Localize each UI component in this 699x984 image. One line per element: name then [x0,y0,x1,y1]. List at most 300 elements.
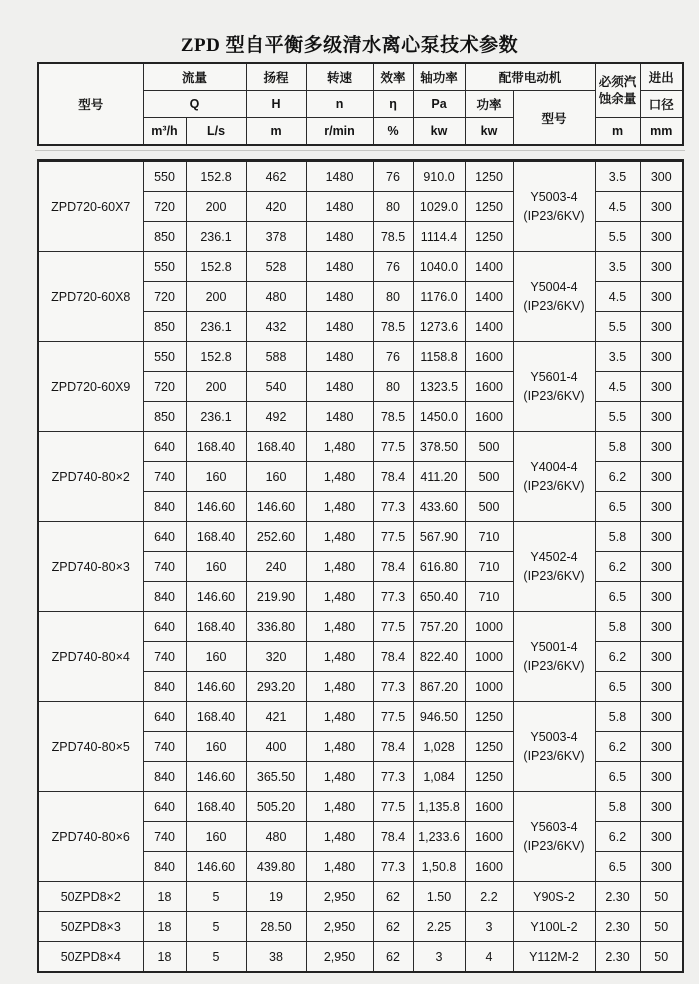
cell-flow-ls: 5 [186,882,246,912]
cell-diameter: 50 [640,942,683,973]
cell-npsh: 6.2 [595,642,640,672]
cell-flow-ls: 146.60 [186,492,246,522]
cell-flow-ls: 146.60 [186,672,246,702]
cell-flow-m3h: 840 [143,492,186,522]
header-head-unit: m [246,118,306,146]
cell-pump-model: ZPD720-60X7 [38,161,143,252]
cell-head: 160 [246,462,306,492]
header-motor-model: 型号 [513,91,595,146]
cell-diameter: 300 [640,372,683,402]
cell-efficiency: 77.3 [373,492,413,522]
cell-shaft-power: 1,233.6 [413,822,465,852]
cell-speed: 1,480 [306,732,373,762]
cell-shaft-power: 1,50.8 [413,852,465,882]
cell-shaft-power: 1450.0 [413,402,465,432]
cell-motor-power: 1000 [465,642,513,672]
cell-motor-model [513,342,595,432]
divider-rule [35,150,685,151]
header-npsh-line1: 必须汽 [598,74,637,89]
cell-pump-model: 50ZPD8×4 [38,942,143,973]
cell-motor-power: 2.2 [465,882,513,912]
header-head: 扬程 [246,63,306,91]
cell-shaft-power: 378.50 [413,432,465,462]
cell-head: 432 [246,312,306,342]
cell-diameter: 50 [640,912,683,942]
cell-head: 492 [246,402,306,432]
cell-efficiency: 78.5 [373,402,413,432]
cell-flow-ls: 152.8 [186,161,246,192]
cell-npsh: 5.8 [595,522,640,552]
cell-flow-ls: 168.40 [186,522,246,552]
cell-speed: 1,480 [306,612,373,642]
cell-efficiency: 76 [373,252,413,282]
cell-diameter: 300 [640,282,683,312]
cell-flow-ls: 146.60 [186,582,246,612]
cell-speed: 1,480 [306,672,373,702]
cell-efficiency: 62 [373,942,413,973]
cell-shaft-power: 1158.8 [413,342,465,372]
motor-model-name: Y5603-4 [530,819,578,834]
cell-motor-power: 1000 [465,612,513,642]
cell-flow-ls: 168.40 [186,432,246,462]
motor-model-name: Y4004-4 [530,459,578,474]
cell-flow-m3h: 720 [143,192,186,222]
cell-head: 240 [246,552,306,582]
cell-head: 219.90 [246,582,306,612]
cell-flow-ls: 236.1 [186,312,246,342]
header-npsh-line2: 蚀余量 [598,91,637,106]
table-row [38,252,683,282]
cell-shaft-power: 910.0 [413,161,465,192]
cell-motor-model: Y112M-2 [513,942,595,973]
header-table [37,62,684,146]
cell-efficiency: 77.5 [373,432,413,462]
header-efficiency-unit: % [373,118,413,146]
cell-flow-m3h: 740 [143,462,186,492]
header-efficiency-symbol: η [373,91,413,118]
table-row [38,342,683,372]
cell-motor-power: 710 [465,552,513,582]
cell-diameter: 300 [640,672,683,702]
cell-flow-m3h: 720 [143,372,186,402]
cell-flow-ls: 168.40 [186,792,246,822]
cell-npsh: 3.5 [595,342,640,372]
cell-head: 38 [246,942,306,973]
cell-flow-m3h: 850 [143,312,186,342]
cell-flow-ls: 5 [186,912,246,942]
header-head-symbol: H [246,91,306,118]
cell-npsh: 5.5 [595,312,640,342]
cell-pump-model: ZPD740-80×6 [38,792,143,882]
cell-flow-ls: 152.8 [186,342,246,372]
cell-speed: 1480 [306,252,373,282]
cell-motor-power: 1400 [465,312,513,342]
cell-speed: 1,480 [306,852,373,882]
header-shaft-power-unit: kw [413,118,465,146]
cell-flow-m3h: 840 [143,762,186,792]
header-inout-line1: 进出 [640,63,683,91]
cell-motor-power: 1400 [465,252,513,282]
header-speed: 转速 [306,63,373,91]
cell-pump-model: ZPD740-80×4 [38,612,143,702]
cell-motor-power: 500 [465,432,513,462]
cell-npsh: 5.5 [595,402,640,432]
cell-speed: 1480 [306,192,373,222]
cell-motor-power: 1600 [465,792,513,822]
motor-model-name: Y5001-4 [530,639,578,654]
table-row [38,522,683,552]
table-row [38,882,683,912]
cell-efficiency: 62 [373,912,413,942]
cell-head: 28.50 [246,912,306,942]
cell-npsh: 6.2 [595,732,640,762]
cell-motor-power: 1250 [465,161,513,192]
cell-pump-model: ZPD740-80×3 [38,522,143,612]
cell-motor-model [513,792,595,882]
cell-flow-ls: 168.40 [186,612,246,642]
cell-shaft-power: 616.80 [413,552,465,582]
header-motor: 配带电动机 [465,63,595,91]
cell-efficiency: 78.5 [373,222,413,252]
cell-flow-m3h: 18 [143,882,186,912]
cell-diameter: 300 [640,702,683,732]
cell-flow-ls: 160 [186,552,246,582]
page-title: ZPD 型自平衡多级清水离心泵技术参数 [180,35,519,56]
motor-model-name: Y5003-4 [530,729,578,744]
cell-flow-ls: 236.1 [186,222,246,252]
header-speed-unit: r/min [306,118,373,146]
cell-npsh: 5.5 [595,222,640,252]
header-npsh-unit: m [595,118,640,146]
cell-motor-model: Y90S-2 [513,882,595,912]
cell-motor-power: 1600 [465,342,513,372]
cell-speed: 1,480 [306,822,373,852]
cell-diameter: 300 [640,552,683,582]
cell-shaft-power: 1,135.8 [413,792,465,822]
header-flow-unit-ls: L/s [186,118,246,146]
cell-efficiency: 80 [373,282,413,312]
cell-diameter: 300 [640,822,683,852]
cell-efficiency: 77.3 [373,582,413,612]
cell-speed: 1480 [306,312,373,342]
cell-npsh: 6.2 [595,552,640,582]
cell-motor-power: 1600 [465,822,513,852]
cell-speed: 1480 [306,161,373,192]
header-inout-line2: 口径 [640,91,683,118]
cell-diameter: 300 [640,342,683,372]
table-row [38,912,683,942]
cell-head: 378 [246,222,306,252]
cell-speed: 1,480 [306,762,373,792]
cell-flow-ls: 160 [186,732,246,762]
cell-npsh: 5.8 [595,612,640,642]
cell-efficiency: 77.3 [373,852,413,882]
cell-pump-model: ZPD720-60X8 [38,252,143,342]
cell-flow-ls: 5 [186,942,246,973]
cell-shaft-power: 1,028 [413,732,465,762]
table-row [38,612,683,642]
cell-flow-ls: 160 [186,462,246,492]
cell-flow-ls: 236.1 [186,402,246,432]
cell-head: 462 [246,161,306,192]
cell-speed: 2,950 [306,942,373,973]
cell-npsh: 2.30 [595,882,640,912]
cell-diameter: 300 [640,312,683,342]
cell-diameter: 300 [640,192,683,222]
cell-motor-power: 1250 [465,222,513,252]
cell-flow-ls: 152.8 [186,252,246,282]
cell-motor-power: 500 [465,492,513,522]
cell-flow-ls: 160 [186,822,246,852]
cell-flow-m3h: 720 [143,282,186,312]
data-table-body [38,161,683,973]
cell-shaft-power: 1176.0 [413,282,465,312]
cell-flow-ls: 146.60 [186,762,246,792]
cell-flow-m3h: 640 [143,432,186,462]
header-motor-power-unit: kw [465,118,513,146]
motor-model-name: Y5601-4 [530,369,578,384]
cell-head: 505.20 [246,792,306,822]
cell-speed: 2,950 [306,882,373,912]
cell-speed: 1,480 [306,432,373,462]
cell-motor-power: 1400 [465,282,513,312]
cell-shaft-power: 1273.6 [413,312,465,342]
cell-npsh: 6.2 [595,822,640,852]
cell-efficiency: 76 [373,161,413,192]
cell-diameter: 300 [640,522,683,552]
motor-model-name: Y5004-4 [530,279,578,294]
cell-npsh: 5.8 [595,792,640,822]
cell-npsh: 6.5 [595,672,640,702]
cell-flow-m3h: 840 [143,852,186,882]
cell-flow-ls: 200 [186,372,246,402]
header-inout-unit: mm [640,118,683,146]
motor-model-note: (IP23/6KV) [523,388,585,403]
cell-motor-power: 1600 [465,372,513,402]
cell-pump-model: 50ZPD8×2 [38,882,143,912]
cell-efficiency: 77.5 [373,792,413,822]
cell-diameter: 300 [640,732,683,762]
cell-head: 421 [246,702,306,732]
cell-motor-model [513,522,595,612]
cell-flow-ls: 200 [186,192,246,222]
cell-head: 320 [246,642,306,672]
cell-head: 420 [246,192,306,222]
cell-motor-power: 1000 [465,672,513,702]
cell-diameter: 300 [640,252,683,282]
cell-shaft-power: 757.20 [413,612,465,642]
cell-shaft-power: 567.90 [413,522,465,552]
cell-npsh: 4.5 [595,192,640,222]
cell-head: 293.20 [246,672,306,702]
cell-head: 528 [246,252,306,282]
cell-speed: 1,480 [306,492,373,522]
motor-model-note: (IP23/6KV) [523,748,585,763]
cell-speed: 1,480 [306,582,373,612]
header-model: 型号 [38,63,143,145]
cell-motor-power: 4 [465,942,513,973]
cell-motor-model [513,161,595,252]
cell-shaft-power: 650.40 [413,582,465,612]
cell-shaft-power: 433.60 [413,492,465,522]
cell-speed: 1,480 [306,792,373,822]
cell-motor-power: 500 [465,462,513,492]
cell-efficiency: 76 [373,342,413,372]
cell-diameter: 300 [640,492,683,522]
cell-flow-m3h: 550 [143,342,186,372]
cell-flow-m3h: 640 [143,702,186,732]
cell-flow-m3h: 18 [143,912,186,942]
cell-pump-model: ZPD720-60X9 [38,342,143,432]
cell-speed: 1,480 [306,462,373,492]
cell-npsh: 6.5 [595,762,640,792]
cell-diameter: 300 [640,432,683,462]
cell-shaft-power: 1114.4 [413,222,465,252]
cell-diameter: 300 [640,792,683,822]
cell-flow-m3h: 840 [143,582,186,612]
cell-efficiency: 77.5 [373,522,413,552]
cell-motor-model [513,612,595,702]
cell-motor-power: 1250 [465,762,513,792]
cell-head: 439.80 [246,852,306,882]
cell-motor-model [513,432,595,522]
cell-speed: 1,480 [306,642,373,672]
cell-efficiency: 78.4 [373,822,413,852]
cell-motor-power: 1600 [465,852,513,882]
cell-shaft-power: 946.50 [413,702,465,732]
cell-diameter: 300 [640,852,683,882]
cell-head: 400 [246,732,306,762]
cell-npsh: 4.5 [595,282,640,312]
cell-efficiency: 78.4 [373,462,413,492]
cell-speed: 1480 [306,342,373,372]
cell-motor-power: 1250 [465,702,513,732]
cell-npsh: 3.5 [595,161,640,192]
cell-shaft-power: 1029.0 [413,192,465,222]
cell-diameter: 300 [640,402,683,432]
cell-flow-m3h: 640 [143,792,186,822]
cell-motor-model [513,252,595,342]
cell-efficiency: 62 [373,882,413,912]
cell-efficiency: 80 [373,192,413,222]
cell-efficiency: 77.5 [373,702,413,732]
header-shaft-power-symbol: Pa [413,91,465,118]
header-motor-power: 功率 [465,91,513,118]
cell-efficiency: 77.3 [373,762,413,792]
cell-flow-m3h: 550 [143,161,186,192]
cell-npsh: 6.5 [595,582,640,612]
motor-model-note: (IP23/6KV) [523,208,585,223]
cell-head: 168.40 [246,432,306,462]
cell-speed: 2,950 [306,912,373,942]
cell-diameter: 300 [640,222,683,252]
table-row [38,432,683,462]
cell-npsh: 6.5 [595,492,640,522]
cell-npsh: 6.5 [595,852,640,882]
cell-flow-m3h: 740 [143,822,186,852]
cell-efficiency: 77.3 [373,672,413,702]
motor-model-note: (IP23/6KV) [523,838,585,853]
cell-flow-m3h: 850 [143,402,186,432]
cell-diameter: 300 [640,762,683,792]
cell-shaft-power: 2.25 [413,912,465,942]
header-npsh [595,63,640,118]
table-row [38,942,683,973]
cell-flow-ls: 200 [186,282,246,312]
cell-pump-model: 50ZPD8×3 [38,912,143,942]
cell-head: 336.80 [246,612,306,642]
cell-speed: 1480 [306,222,373,252]
cell-efficiency: 78.4 [373,642,413,672]
header-flow: 流量 [143,63,246,91]
cell-flow-ls: 146.60 [186,852,246,882]
cell-shaft-power: 867.20 [413,672,465,702]
cell-efficiency: 77.5 [373,612,413,642]
cell-shaft-power: 822.40 [413,642,465,672]
cell-diameter: 300 [640,582,683,612]
cell-efficiency: 80 [373,372,413,402]
cell-motor-power: 1250 [465,192,513,222]
motor-model-note: (IP23/6KV) [523,298,585,313]
cell-head: 480 [246,822,306,852]
cell-flow-m3h: 740 [143,552,186,582]
cell-npsh: 5.8 [595,432,640,462]
cell-npsh: 2.30 [595,912,640,942]
header-row-1 [38,63,683,91]
cell-head: 146.60 [246,492,306,522]
cell-speed: 1480 [306,372,373,402]
cell-speed: 1,480 [306,552,373,582]
cell-diameter: 300 [640,642,683,672]
table-row [38,702,683,732]
cell-npsh: 5.8 [595,702,640,732]
motor-model-note: (IP23/6KV) [523,568,585,583]
cell-flow-m3h: 550 [143,252,186,282]
cell-speed: 1480 [306,402,373,432]
cell-shaft-power: 1.50 [413,882,465,912]
header-shaft-power: 轴功率 [413,63,465,91]
motor-model-note: (IP23/6KV) [523,478,585,493]
table-row [38,792,683,822]
motor-model-name: Y5003-4 [530,189,578,204]
cell-pump-model: ZPD740-80×2 [38,432,143,522]
cell-motor-power: 710 [465,582,513,612]
cell-motor-power: 1250 [465,732,513,762]
data-table [37,159,684,973]
cell-motor-power: 710 [465,522,513,552]
cell-speed: 1,480 [306,702,373,732]
cell-flow-m3h: 740 [143,642,186,672]
cell-npsh: 6.2 [595,462,640,492]
cell-motor-model: Y100L-2 [513,912,595,942]
header-flow-symbol: Q [143,91,246,118]
cell-shaft-power: 1,084 [413,762,465,792]
cell-efficiency: 78.5 [373,312,413,342]
cell-shaft-power: 1040.0 [413,252,465,282]
header-efficiency: 效率 [373,63,413,91]
cell-npsh: 2.30 [595,942,640,973]
cell-speed: 1480 [306,282,373,312]
cell-motor-power: 1600 [465,402,513,432]
cell-head: 480 [246,282,306,312]
cell-diameter: 300 [640,161,683,192]
cell-flow-ls: 160 [186,642,246,672]
cell-diameter: 300 [640,462,683,492]
cell-shaft-power: 3 [413,942,465,973]
motor-model-name: Y4502-4 [530,549,578,564]
cell-flow-m3h: 18 [143,942,186,973]
cell-efficiency: 78.4 [373,732,413,762]
